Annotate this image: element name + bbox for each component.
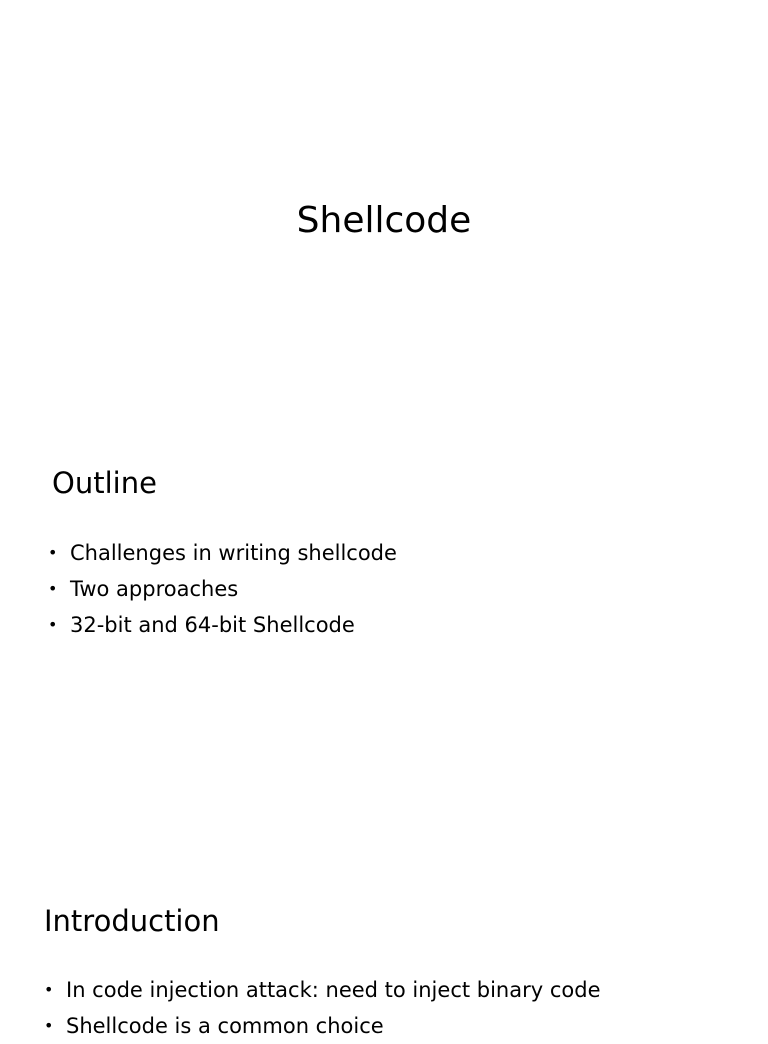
list-item bbox=[48, 535, 397, 571]
bullet-icon: • bbox=[48, 543, 58, 562]
list-item bbox=[44, 1008, 601, 1044]
list-item-text: Shellcode is a common choice bbox=[66, 1014, 384, 1038]
list-item-text: Challenges in writing shellcode bbox=[70, 541, 397, 565]
list-item-text: 32-bit and 64-bit Shellcode bbox=[70, 613, 355, 637]
bullet-icon: • bbox=[48, 579, 58, 598]
introduction-heading: Introduction bbox=[44, 904, 220, 938]
list-item bbox=[48, 571, 397, 607]
bullet-icon: • bbox=[48, 615, 58, 634]
bullet-icon: • bbox=[44, 980, 54, 999]
introduction-list bbox=[44, 972, 601, 1044]
outline-list bbox=[48, 535, 397, 643]
bullet-icon: • bbox=[44, 1016, 54, 1035]
list-item-text: Two approaches bbox=[70, 577, 239, 601]
slide-title: Shellcode bbox=[296, 200, 472, 241]
outline-heading: Outline bbox=[52, 466, 157, 500]
list-item bbox=[48, 607, 397, 643]
list-item-text: In code injection attack: need to inject binary code bbox=[66, 978, 601, 1002]
list-item bbox=[44, 972, 601, 1008]
